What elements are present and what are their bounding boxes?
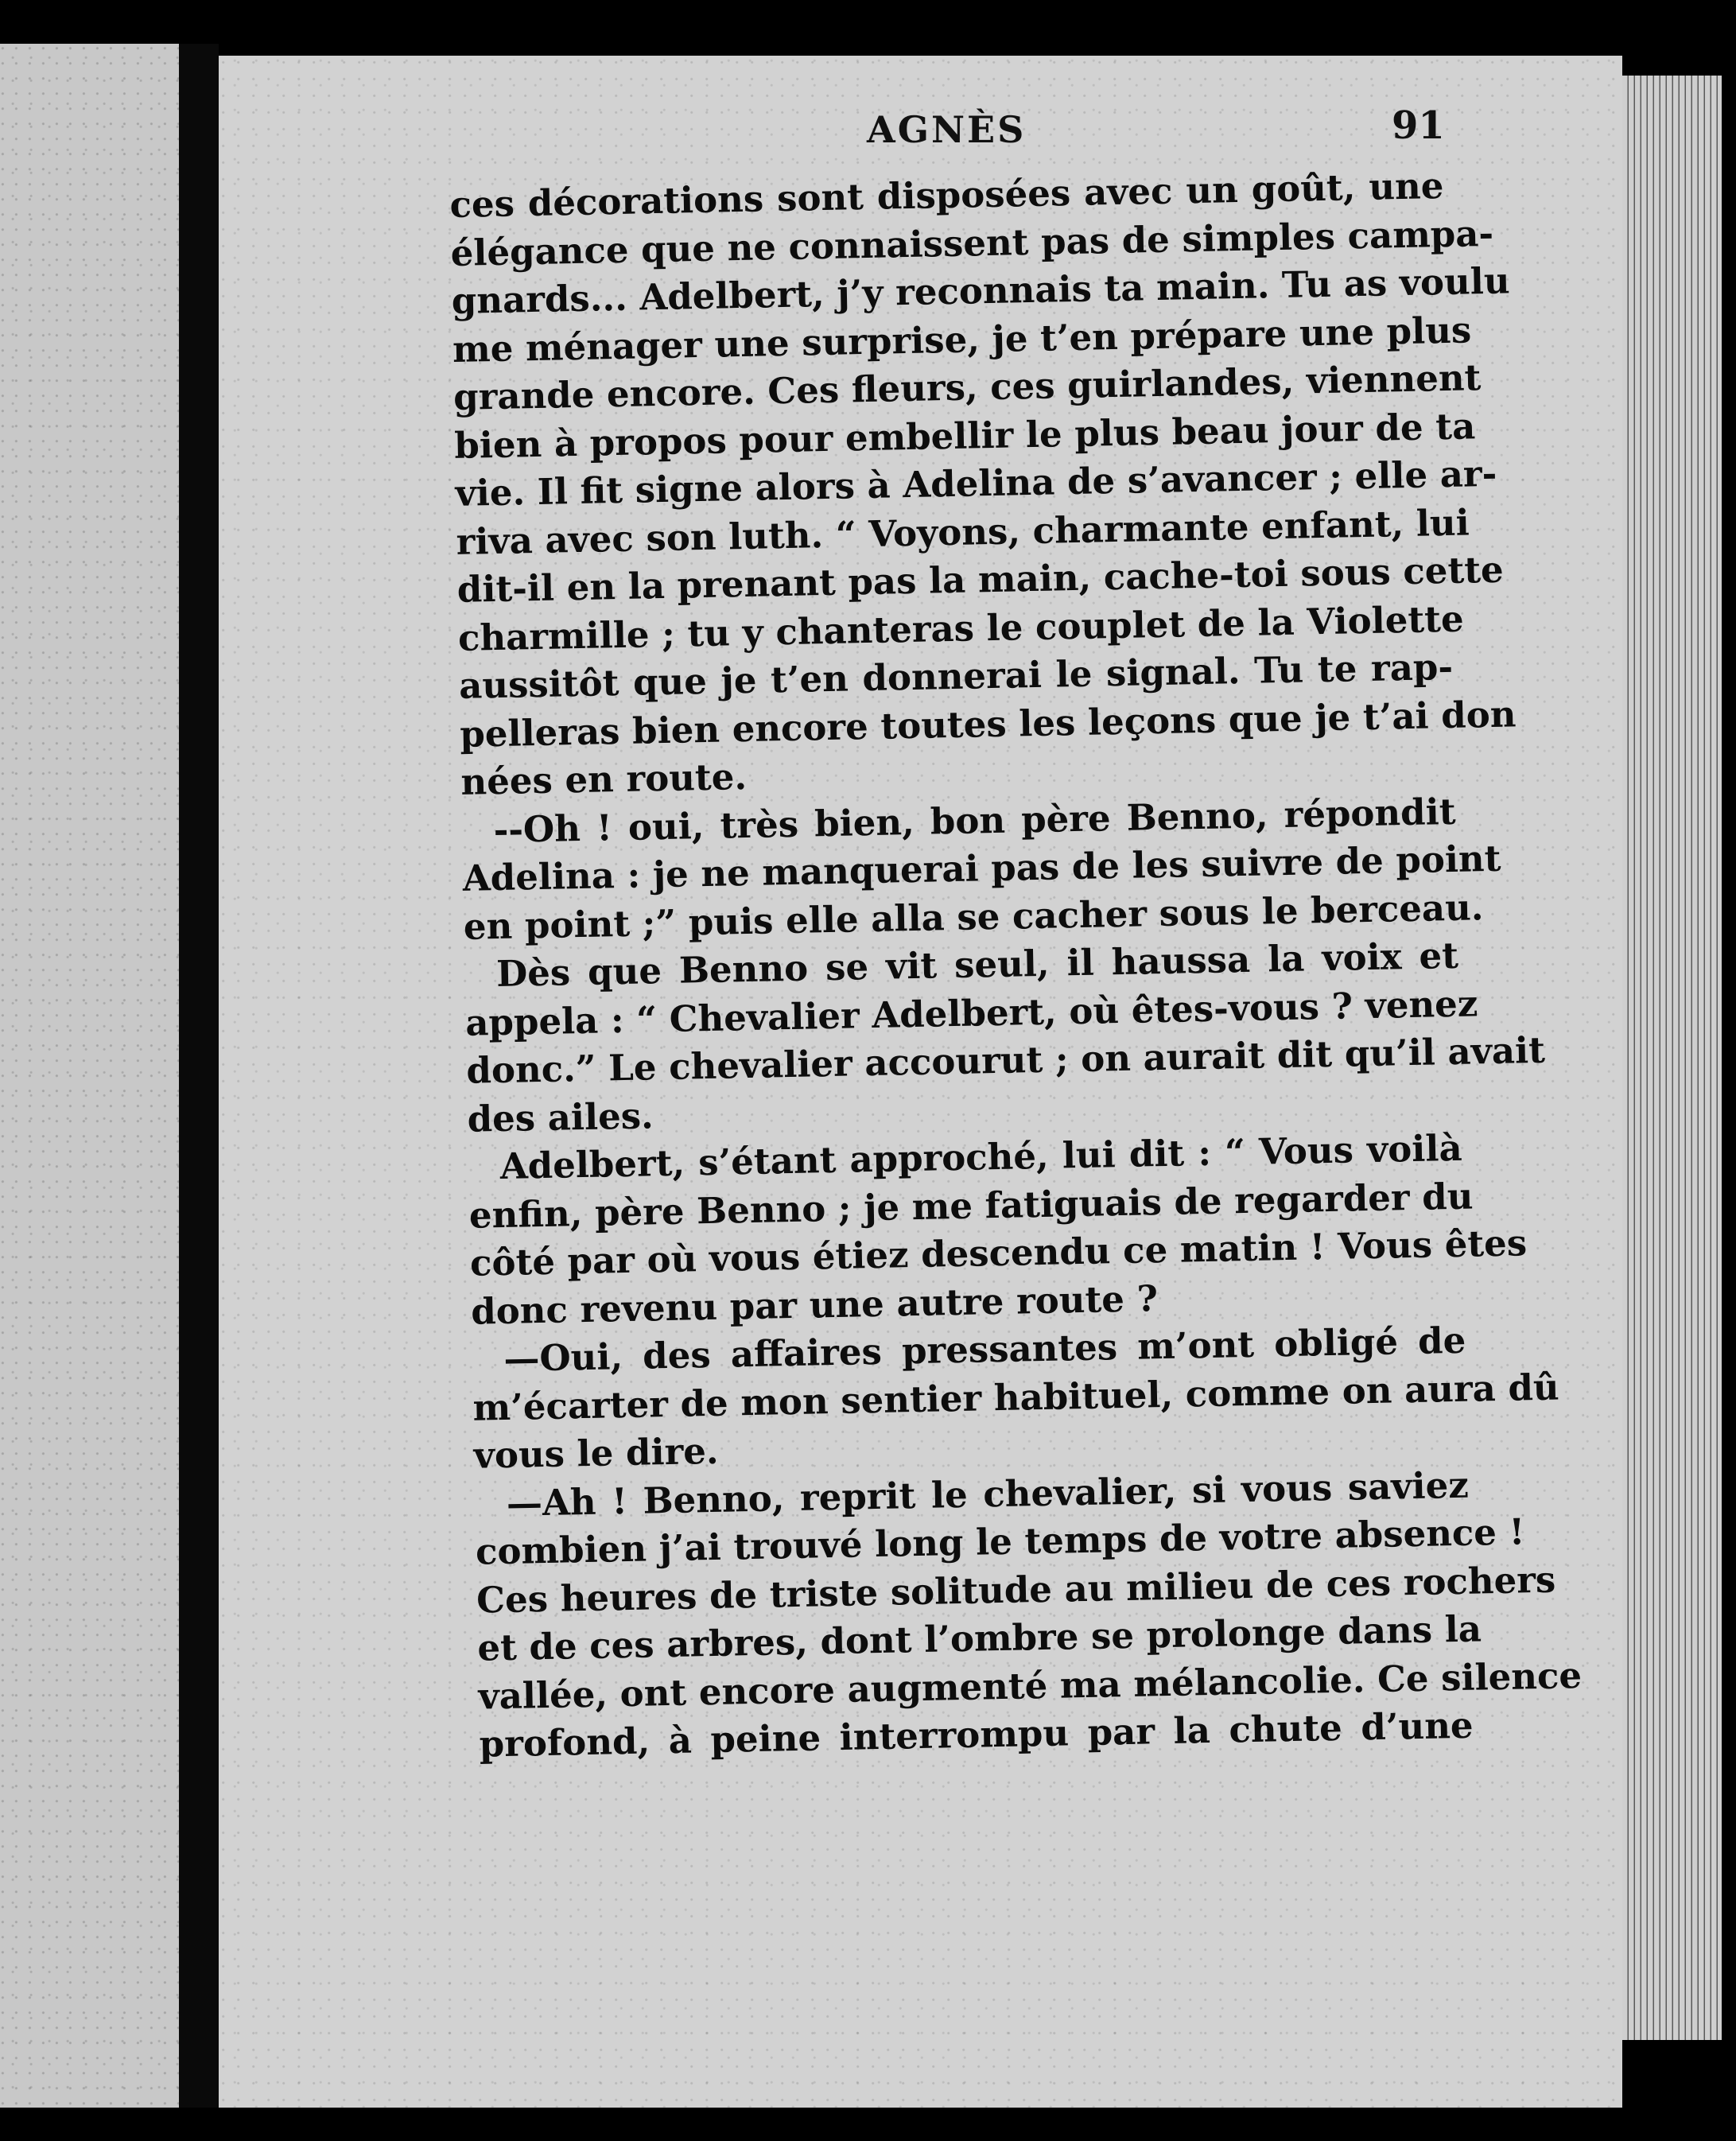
- body-text: [449, 162, 1583, 1769]
- running-head: AGNÈS: [867, 108, 1027, 151]
- text-line: pelleras bien encore toutes les leçons que je t’ai don: [459, 692, 1517, 756]
- text-line: en point ;” puis elle alla se cacher sous le berceau.: [463, 885, 1484, 948]
- book-gutter: [179, 44, 219, 2108]
- text-line: donc.” Le chevalier accourut ; on aurait dit qu’il avait: [465, 1028, 1546, 1092]
- page-number: 91: [1392, 103, 1445, 148]
- text-line: aussitôt que je t’en donnerai le signal. Tu te rap-: [458, 645, 1454, 707]
- text-line: —Ah ! Benno, reprit le chevalier, si vous saviez: [506, 1463, 1470, 1525]
- text-line: me ménager une surprise, je t’en prépare une plus: [452, 308, 1472, 371]
- text-line: élégance que ne connaissent pas de simples campa-: [450, 212, 1494, 274]
- text-line: vous le dire.: [473, 1429, 720, 1477]
- text-line: des ailes.: [467, 1094, 654, 1140]
- text-line: et de ces arbres, dont l’ombre se prolonge dans la: [476, 1607, 1482, 1669]
- text-line: appela : “ Chevalier Adelbert, où êtes-vous ? venez: [464, 981, 1478, 1044]
- text-line: Dès que Benno se vit seul, il haussa la voix et: [495, 934, 1459, 996]
- text-line: Ces heures de triste solitude au milieu de ces rochers: [476, 1558, 1556, 1622]
- page-stack-edges: [1622, 76, 1722, 2040]
- text-line: ces décorations sont disposées avec un goût, une: [449, 165, 1444, 226]
- left-page-edge: [0, 44, 179, 2108]
- text-line: gnards... Adelbert, j’y reconnais ta main. Tu as voulu: [451, 259, 1511, 322]
- text-line: combien j’ai trouvé long le temps de votre absence !: [475, 1510, 1525, 1573]
- text-line: dit-il en la prenant pas la main, cache-toi sous cette: [456, 548, 1505, 611]
- text-line: —Oui, des affaires pressantes m’ont obligé de: [503, 1319, 1466, 1380]
- text-line: nées en route.: [460, 755, 748, 803]
- text-line: bien à propos pour embellir le plus beau jour de ta: [453, 404, 1476, 467]
- text-line: enfin, père Benno ; je me fatiguais de regarder du: [468, 1175, 1474, 1237]
- text-line: vallée, ont encore augmenté ma mélancolie. Ce silence: [478, 1653, 1583, 1718]
- text-line: côté par où vous étiez descendu ce matin ! Vous êtes: [469, 1222, 1528, 1284]
- text-line: charmille ; tu y chanteras le couplet de la Violette: [457, 597, 1465, 659]
- text-line: m’écarter de mon sentier habituel, comme on aura dû: [472, 1365, 1560, 1429]
- text-line: Adelina : je ne manquerai pas de les suivre de point: [462, 837, 1501, 900]
- text-line: grande encore. Ces fleurs, ces guirlandes, viennent: [452, 356, 1482, 418]
- text-line: riva avec son luth. “ Voyons, charmante enfant, lui: [456, 500, 1470, 563]
- text-line: donc revenu par une autre route ?: [470, 1276, 1159, 1333]
- text-line: --Oh ! oui, très bien, bon père Benno, répondit: [493, 790, 1456, 851]
- text-line: vie. Il fit signe alors à Adelina de s’avancer ; elle ar-: [455, 452, 1497, 515]
- text-line: Adelbert, s’étant approché, lui dit : “ Vous voilà: [499, 1126, 1463, 1187]
- text-line: profond, à peine interrompu par la chute d’une: [479, 1704, 1474, 1766]
